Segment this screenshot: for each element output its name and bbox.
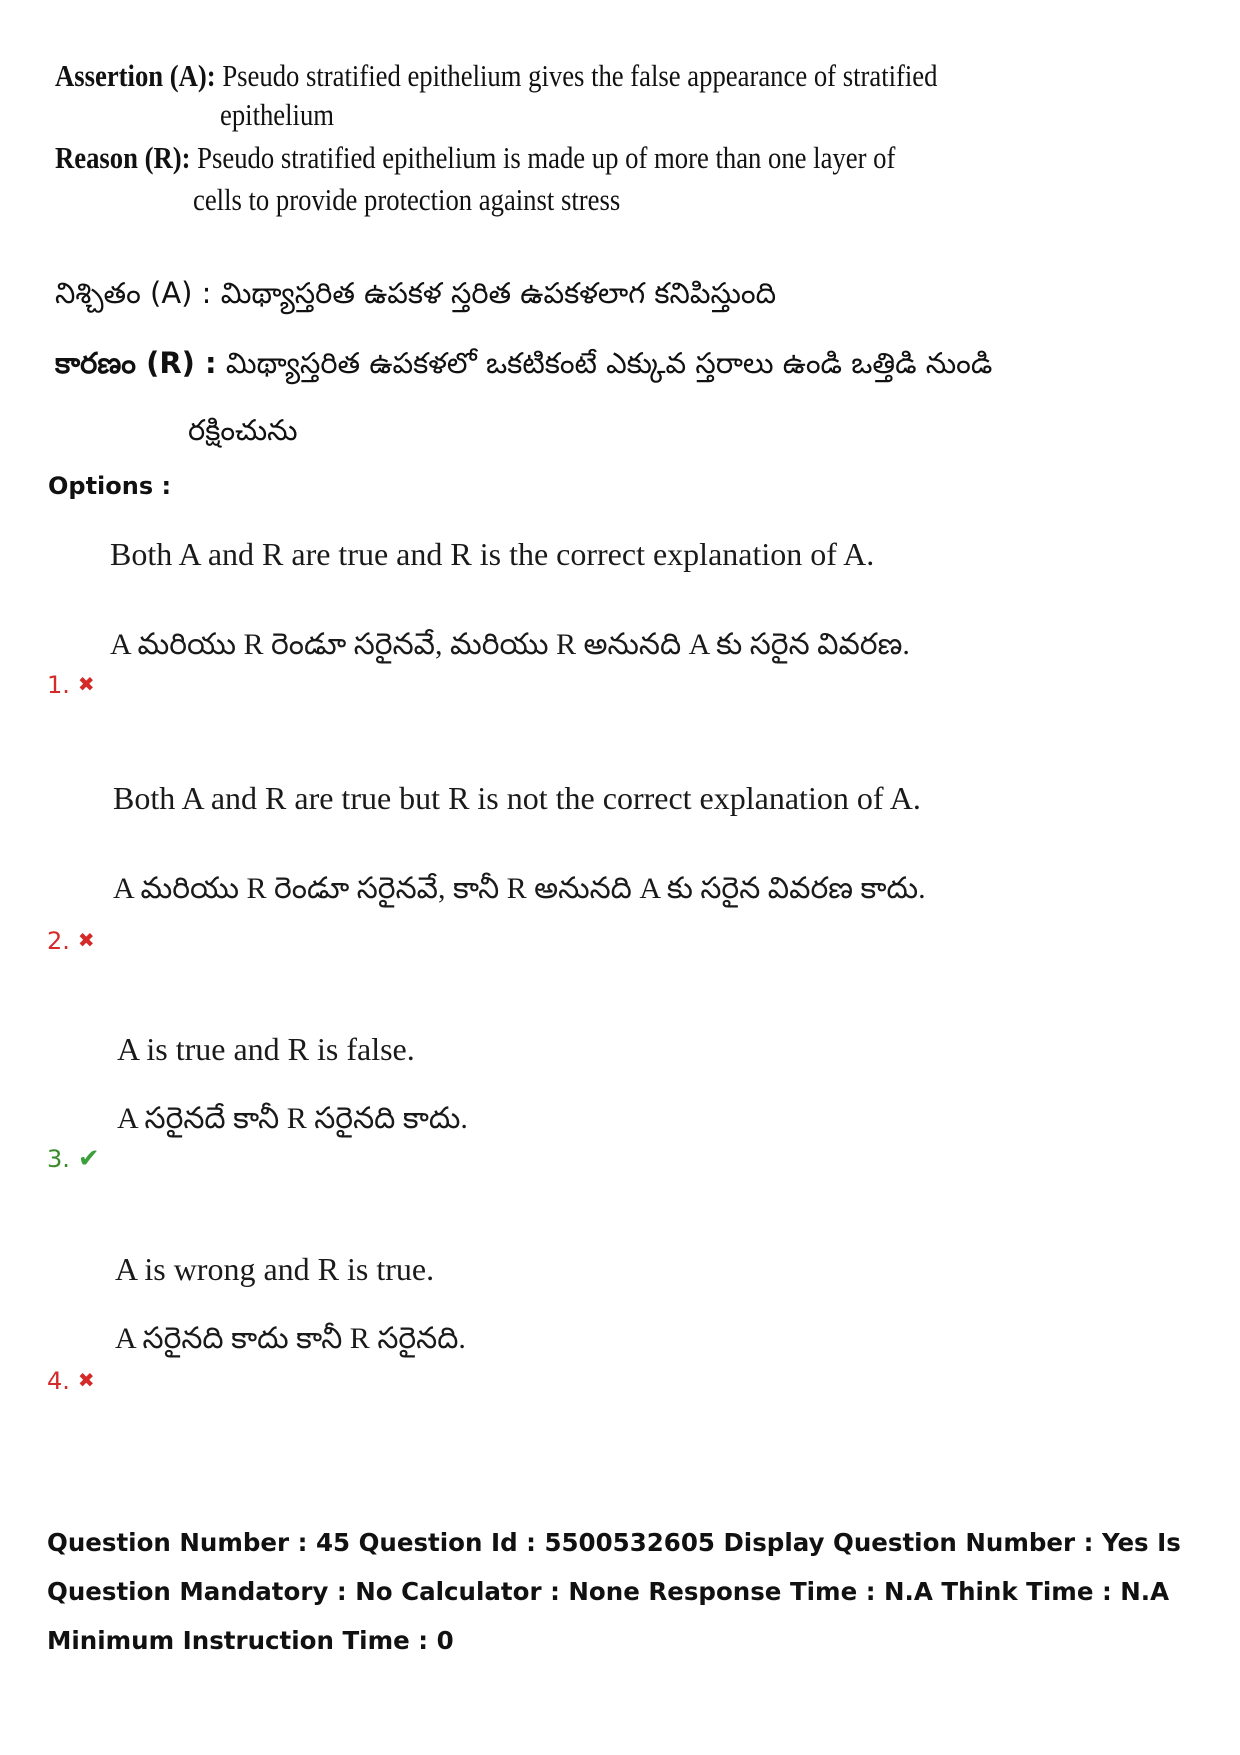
option-4-telugu: A సరైనది కాదు కానీ R సరైనది. [115, 1322, 466, 1355]
option-3-marker [47, 1145, 100, 1173]
option-3-number: 3. [47, 1145, 70, 1173]
te-assertion-label: నిశ్చితం (A) : [55, 276, 212, 310]
assertion-label: Assertion (A): [55, 58, 216, 93]
wrong-icon: ✖ [77, 1368, 95, 1392]
reason-line-2: cells to provide protection against stress [193, 182, 621, 217]
options-label: Options : [48, 472, 172, 500]
option-2-english: Both A and R are true but R is not the correct explanation of A. [113, 780, 921, 816]
te-reason-text: మిథ్యాస్తరిత ఉపకళలో ఒకటికంటే ఎక్కువ స్తరాలు ఉండి ఒత్తిడి నుండి [225, 346, 993, 380]
option-1-telugu: A మరియు R రెండూ సరైనవే, మరియు R అనునది A కు సరైన వివరణ. [110, 628, 910, 661]
te-assertion-line [55, 275, 776, 311]
check-icon: ✔ [77, 1144, 100, 1174]
te-reason-line-2: రక్షించును [188, 413, 298, 447]
reason-text: Pseudo stratified epithelium is made up of more than one layer of [197, 140, 896, 175]
reason-label: Reason (R): [55, 140, 191, 175]
te-reason-label: కారణం (R) : [55, 346, 217, 380]
option-4-number: 4. [47, 1367, 70, 1395]
option-4-marker [47, 1366, 95, 1395]
option-4-english: A is wrong and R is true. [115, 1251, 435, 1287]
option-2-marker [47, 926, 95, 955]
wrong-icon: ✖ [77, 672, 95, 696]
option-2-telugu: A మరియు R రెండూ సరైనవే, కానీ R అనునది A కు సరైన వివరణ కాదు. [113, 872, 926, 905]
wrong-icon: ✖ [77, 928, 95, 952]
assertion-line-1 [55, 58, 937, 94]
option-2-number: 2. [47, 927, 70, 955]
option-1-number: 1. [47, 671, 70, 699]
option-3-english: A is true and R is false. [117, 1031, 415, 1067]
assertion-text: Pseudo stratified epithelium gives the false appearance of stratified [222, 58, 938, 93]
question-meta: Question Number : 45 Question Id : 5500532605 Display Question Number : Yes Is Question Mandatory : No Calculator : None Response Time : N.A Think Time : N.A Minimum Instruction Time : 0 [47, 1528, 1181, 1655]
te-assertion-text: మిథ్యాస్తరిత ఉపకళ స్తరిత ఉపకళలాగ కనిపిస్తుంది [220, 276, 777, 310]
option-1-marker [47, 670, 95, 699]
te-reason-line-1 [55, 345, 992, 381]
reason-line-1 [55, 140, 895, 176]
assertion-line-2: epithelium [220, 97, 335, 132]
option-1-english: Both A and R are true and R is the correct explanation of A. [110, 536, 875, 572]
option-3-telugu: A సరైనదే కానీ R సరైనది కాదు. [117, 1102, 468, 1135]
